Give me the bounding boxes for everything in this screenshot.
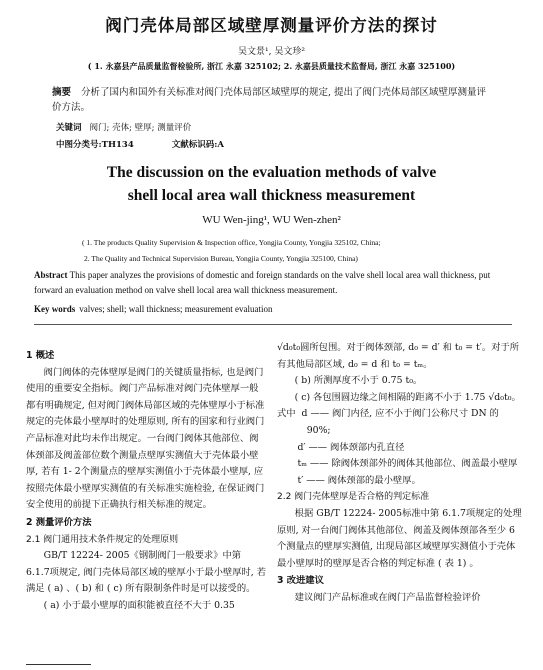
condition-b: ( b) 所测厚度不小于 0.75 t₀。 <box>294 375 423 387</box>
condition-c: ( c) 各包围圆边缘之间相隔的距离不小于 1.75 √d₀t₀。 <box>294 391 521 403</box>
affiliations-cn: ( 1. 永嘉县产品质量监督检验所, 浙江 永嘉 325102; 2. 永嘉县质量技术监督局, 浙江 永嘉 325100) <box>87 61 456 71</box>
condition-a-continued: √d₀t₀圆所包围。对于阀体颈部, d₀ = d′ 和 t₀ = t′。对于所有其他局部区域, d₀ = d 和 t₀ = tₘ。 <box>277 342 520 370</box>
affiliations-en-line2: 2. The Quality and Technical Supervision Bureau, Yongjia County, Yongjia 325100, China) <box>84 254 358 263</box>
definition-t-prime: t′ —— 阀体颈部的最小壁厚。 <box>297 474 421 486</box>
abstract-cn-text: 分析了国内和国外有关标准对阀门壳体局部区域壁厚的规定, 提出了阀门壳体局部区域壁厚测量评价方法。 <box>52 87 487 113</box>
section-3-heading: 3 改进建议 <box>277 575 324 587</box>
section-3-paragraph: 建议阀门产品标准或在阀门产品监督检验评价 <box>294 591 481 603</box>
keywords-cn-label: 关键词 <box>56 123 82 133</box>
paper-title-en-line2: shell local area wall thickness measurement <box>127 187 416 204</box>
keywords-cn <box>56 121 191 133</box>
footnote-divider <box>26 664 91 665</box>
section-2-2-heading: 2.2 阀门壳体壁厚是否合格的判定标准 <box>277 492 430 503</box>
body-right-column <box>277 340 522 607</box>
abstract-cn-label: 摘要 <box>52 87 72 98</box>
section-2-heading: 2 测量评价方法 <box>26 516 92 528</box>
authors-cn: 吴文景¹, 吴文珍² <box>238 47 305 57</box>
authors-en: WU Wen-jing¹, WU Wen-zhen² <box>202 214 341 226</box>
keywords-en-label: Key words <box>34 304 76 314</box>
paper-title-cn: 阀门壳体局部区域壁厚测量评价方法的探讨 <box>105 16 438 35</box>
section-2-2-paragraph: 根据 GB/T 12224- 2005标准中第 6.1.7项规定的处理原则, 对一台阀门阀体其他部位、阀盖及阀体颈部各至少 6个测量点的壁厚实测值, 出现局部区域壁厚实测值小于壳体最小壁厚时的壁厚是否合格的判定标准 ( 表 1) 。 <box>277 507 522 569</box>
classification-cn <box>56 138 224 150</box>
abstract-en <box>34 268 512 298</box>
doc-code-value: A <box>217 140 224 150</box>
abstract-cn <box>52 85 492 115</box>
definition-tm: tₘ —— 除阀体颈部外的阀体其他部位、阀盖最小壁厚 <box>297 458 518 470</box>
clc-value: TH134 <box>101 140 134 150</box>
header-divider <box>34 324 512 325</box>
abstract-en-label: Abstract <box>34 270 68 280</box>
keywords-en <box>34 304 272 314</box>
section-1-paragraph: 阀门阀体的壳体壁厚是阀门的关键质量指标, 也是阀门使用的重要安全指标。阀门产品标准对阀门壳体壁厚一般都有明确规定, 但对阀门阀体局部区域的壳体壁厚小于标准规定的壳体最小壁厚时的处理原则, 所有的国家和行业阀门产品标准对此均未作出规定。一台阀门阀体其他部位、阀体颈部及阀盖部位数个测量点壁厚实测值大于壳体最小壁厚, 若有 1- 2个测量点的壁厚实测值小于壳体最小壁厚, 应按照壳体最小壁厚实测值的有关标准实施检验, 在保证阀门安全使用的前提下正确执行相关标准的规定。 <box>26 366 265 511</box>
doc-code-label: 文献标识码: <box>171 140 218 150</box>
keywords-cn-text: 阀门; 壳体; 壁厚; 测量评价 <box>89 123 192 133</box>
keywords-en-text: valves; shell; wall thickness; measurement evaluation <box>79 304 273 314</box>
clc-label: 中图分类号: <box>56 140 102 150</box>
condition-a: ( a) 小于最小壁厚的面积能被直径不大于 0.35 <box>43 599 235 611</box>
abstract-en-text: This paper analyzes the provisions of domestic and foreign standards on the valve shell local area wall thickness, put forward an evaluation method on valve shell local area wall thickness measurement. <box>34 270 491 295</box>
where-label: 式中 <box>277 408 296 420</box>
paper-title-en-line1: The discussion on the evaluation methods of valve <box>106 164 437 181</box>
section-1-heading: 1 概述 <box>26 350 55 361</box>
section-2-1-paragraph: GB/T 12224- 2005《钢制阀门一般要求》中第 6.1.7项规定, 阀门壳体局部区域的壁厚小于最小壁厚时, 若满足 ( a) 、( b) 和 ( c) 所有限制条件时是可以接受的。 <box>26 550 267 595</box>
where-definitions <box>277 406 522 439</box>
body-left-column <box>26 347 266 615</box>
affiliations-en-line1: ( 1. The products Quality Supervision & Inspection office, Yongjia County, Yongjia 325102, China; <box>82 238 381 247</box>
section-2-1-heading: 2.1 阀门通用技术条件规定的处理原则 <box>26 534 179 545</box>
definition-d-prime: d′ —— 阀体颈部内孔直径 <box>297 441 405 453</box>
definition-d: d —— 阀门内径, 应不小于阀门公称尺寸 DN 的 90%; <box>301 408 499 436</box>
